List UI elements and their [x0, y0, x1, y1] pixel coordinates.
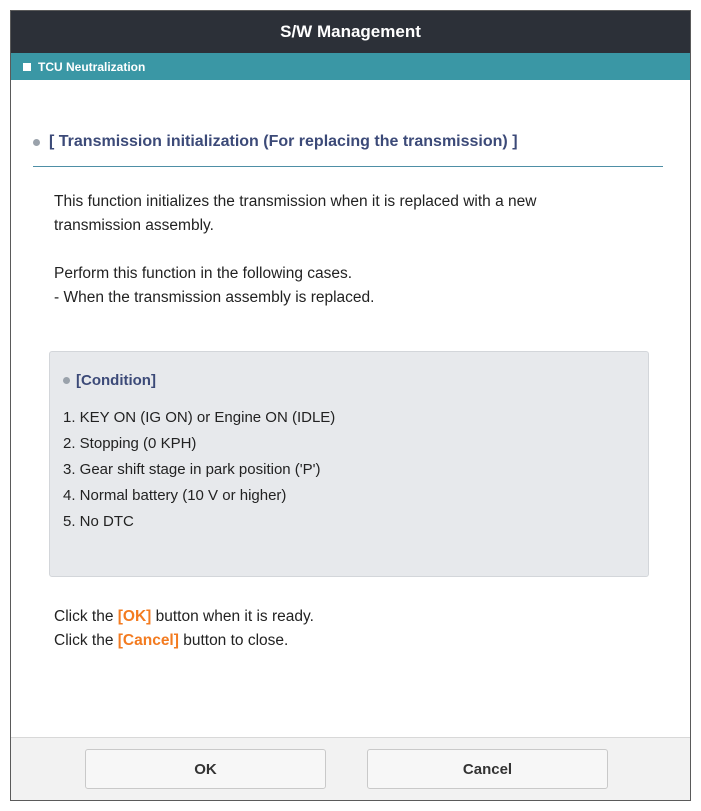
description-line: Perform this function in the following cases. [54, 265, 353, 282]
condition-list [63, 405, 335, 535]
square-icon [23, 63, 31, 71]
dialog-footer [11, 737, 690, 800]
condition-item: 3. Gear shift stage in park position ('P') [63, 461, 321, 478]
dialog-title: S/W Management [280, 22, 421, 41]
condition-title: [Condition] [76, 372, 156, 389]
instruction-ok [54, 605, 314, 629]
description-line: transmission assembly. [54, 217, 214, 234]
bullet-dot-icon [63, 377, 70, 384]
section-header [33, 132, 663, 167]
ok-highlight: [OK] [117, 608, 152, 625]
description-paragraph-1 [54, 190, 644, 238]
cancel-button[interactable]: Cancel [367, 749, 608, 789]
dialog-title-bar [11, 11, 690, 53]
condition-item: 5. No DTC [63, 513, 134, 530]
description [54, 190, 644, 334]
condition-header [63, 372, 156, 389]
subtitle-label: TCU Neutralization [38, 59, 146, 74]
instructions [54, 605, 314, 653]
instruction-text: Click the [54, 632, 118, 649]
condition-item: 1. KEY ON (IG ON) or Engine ON (IDLE) [63, 409, 336, 426]
dialog-content [11, 80, 690, 738]
condition-item: 4. Normal battery (10 V or higher) [63, 487, 287, 504]
cancel-highlight: [Cancel] [117, 632, 179, 649]
ok-button[interactable]: OK [85, 749, 326, 789]
condition-item: 2. Stopping (0 KPH) [63, 435, 197, 452]
instruction-text: Click the [54, 608, 118, 625]
instruction-text: button to close. [178, 632, 289, 649]
bullet-dot-icon [33, 139, 40, 146]
instruction-text: button when it is ready. [151, 608, 314, 625]
condition-box [49, 351, 649, 577]
description-paragraph-2 [54, 262, 644, 310]
subtitle-bar [11, 53, 690, 80]
description-line: - When the transmission assembly is replaced. [54, 289, 375, 306]
sw-management-dialog [10, 10, 691, 801]
description-line: This function initializes the transmission when it is replaced with a new [54, 193, 537, 210]
section-title: [ Transmission initialization (For replacing the transmission) ] [49, 133, 518, 150]
instruction-cancel [54, 629, 314, 653]
